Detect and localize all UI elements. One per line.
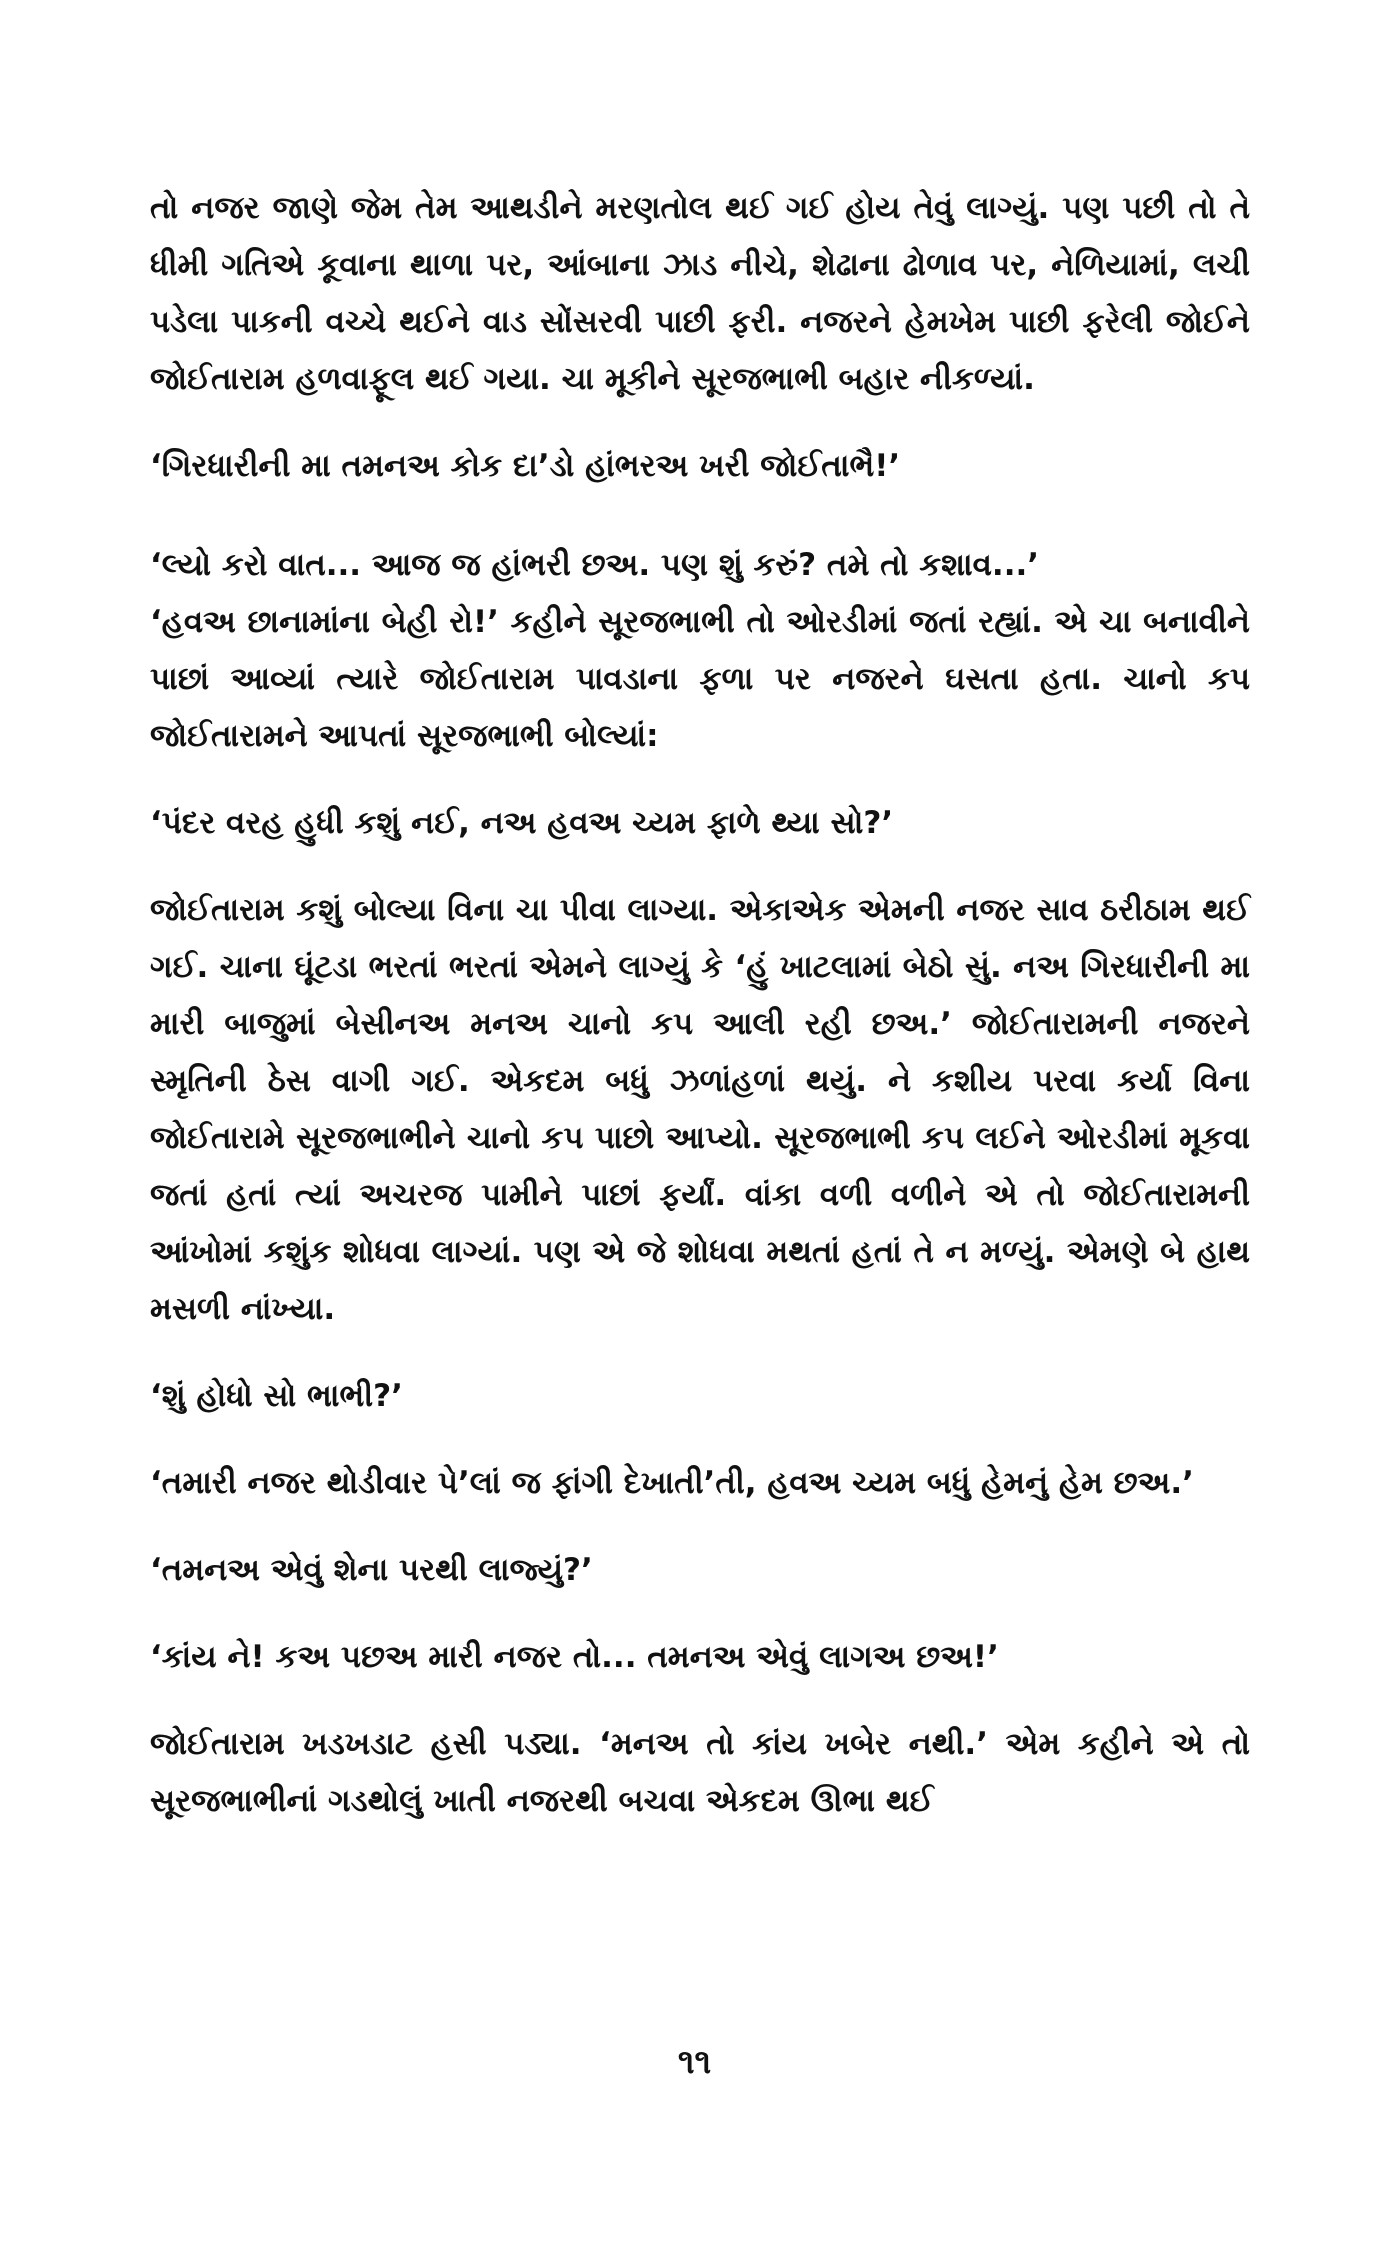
- paragraph-7: ‘શું હોધો સો ભાભી?’: [150, 1378, 403, 1414]
- paragraph-10: ‘કાંય ને! કઅ પછઅ મારી નજર તો... તમનઅ એવું લાગઅ છઅ!’: [150, 1639, 999, 1675]
- paragraph-9: ‘તમનઅ એવું શેના પરથી લાજ્યું?’: [150, 1552, 593, 1588]
- paragraph-6: જોઈતારામ કશું બોલ્યા વિના ચા પીવા લાગ્યા. એકાએક એમની નજર સાવ ઠરીઠામ થઈ ગઈ. ચાના ઘૂંટડા ભરતાં ભરતાં એમને લાગ્યું કે ‘હું ખાટલામાં બેઠો સું. નઅ ગિરધારીની મા મારી બાજુમાં બેસીનઅ મનઅ ચાનો કપ આલી રહી છઅ.’ જોઈતારામની નજરને સ્મૃતિની ઠેસ વાગી ગઈ. એકદમ બધું ઝળાંહળાં થયું. ને કશીય પરવા કર્યા વિના જોઈતારામે સૂરજભાભીને ચાનો કપ પાછો આપ્યો. સૂરજભાભી કપ લઈને ઓરડીમાં મૂકવા જતાં હતાં ત્યાં અચરજ પામીને પાછાં ફર્યાં. વાંકા વળી વળીને એ તો જોઈતારામની આંખોમાં કશુંક શોધવા લાગ્યાં. પણ એ જે શોધવા મથતાં હતાં તે ન મળ્યું. એમણે બે હાથ મસળી નાંખ્યા.: [150, 892, 1250, 1327]
- paragraph-11: જોઈતારામ ખડખડાટ હસી પડ્યા. ‘મનઅ તો કાંય ખબેર નથી.’ એમ કહીને એ તો સૂરજભાભીનાં ગડથોલું ખાતી નજરથી બચવા એકદમ ઊભા થઈ: [150, 1726, 1250, 1819]
- paragraph-4: ‘હવઅ છાનામાંના બેહી રો!’ કહીને સૂરજભાભી તો ઓરડીમાં જતાં રહ્યાં. એ ચા બનાવીને પાછાં આવ્યાં ત્યારે જોઈતારામ પાવડાના ફળા પર નજરને ઘસતા હતા. ચાનો કપ જોઈતારામને આપતાં સૂરજભાભી બોલ્યાં:: [150, 604, 1250, 754]
- paragraph-5: ‘પંદર વરહ હુધી કશું નઈ, નઅ હવઅ ચ્યમ ફાળે થ્યા સો?’: [150, 805, 894, 841]
- paragraph-1: તો નજર જાણે જેમ તેમ આથડીને મરણતોલ થઈ ગઈ હોય તેવું લાગ્યું. પણ પછી તો તે ધીમી ગતિએ કૂવાના થાળા પર, આંબાના ઝાડ નીચે, શેઢાના ઢોળાવ પર, નેળિયામાં, લચી પડેલા પાકની વચ્ચે થઈને વાડ સોંસરવી પાછી ફરી. નજરને હેમખેમ પાછી ફરેલી જોઈને જોઈતારામ હળવાફૂલ થઈ ગયા. ચા મૂકીને સૂરજભાભી બહાર નીકળ્યાં.: [150, 190, 1250, 397]
- paragraph-8: ‘તમારી નજર થોડીવાર પે’લાં જ ફાંગી દેખાતી’તી, હવઅ ચ્યમ બધું હેમનું હેમ છઅ.’: [150, 1465, 1194, 1501]
- paragraph-3: ‘લ્યો કરો વાત... આજ જ હાંભરી છઅ. પણ શું કરું? તમે તો કશાવ...’: [150, 547, 1040, 583]
- paragraph-2: ‘ગિરધારીની મા તમનઅ કોક દા’ડો હાંભરઅ ખરી જોઈતાભૈ!’: [150, 448, 901, 484]
- page-body: [150, 180, 1250, 1830]
- page-number: ૧૧: [677, 2042, 712, 2082]
